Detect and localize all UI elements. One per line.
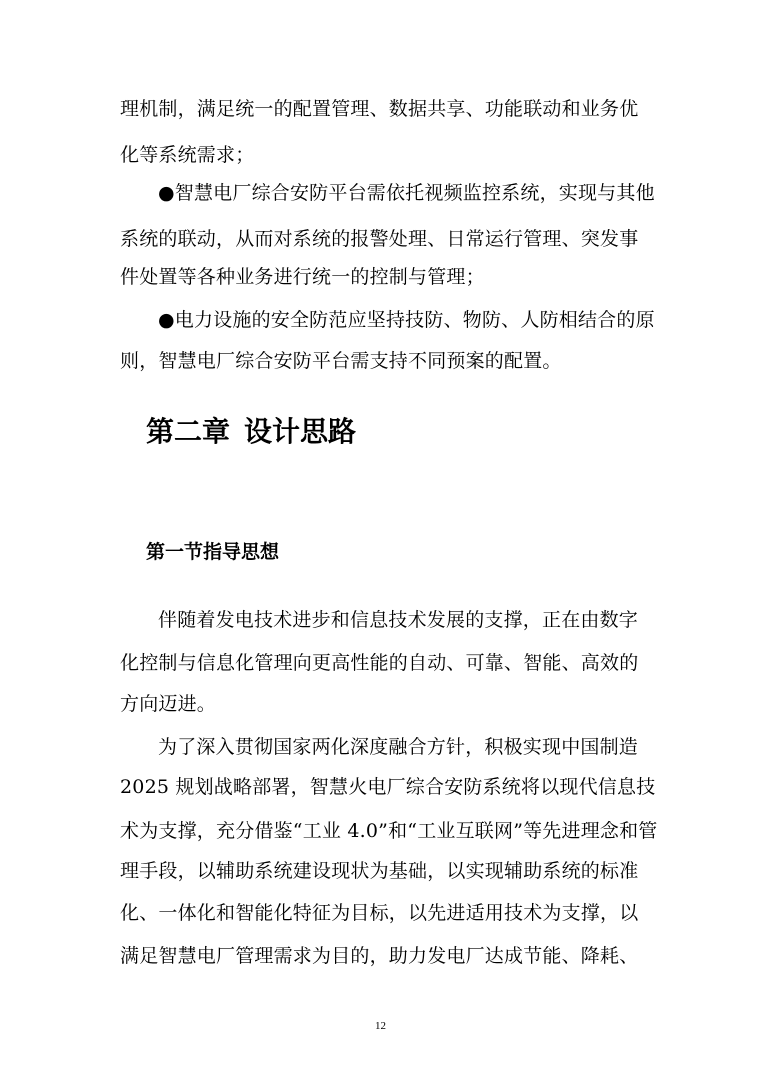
- paragraph-line: 化控制与信息化管理向更高性能的自动、可靠、智能、高效的: [120, 652, 639, 674]
- paragraph-line: 件处置等各种业务进行统一的控制与管理；: [120, 266, 485, 288]
- bullet-line: ●电力设施的安全防范应坚持技防、物防、人防相结合的原: [158, 309, 655, 331]
- paragraph-line: 2025 规划战略部署，智慧火电厂综合安防系统将以现代信息技: [120, 776, 656, 798]
- chapter-heading: [146, 414, 356, 450]
- paragraph-line: 理手段，以辅助系统建设现状为基础，以实现辅助系统的标准: [120, 860, 639, 882]
- paragraph-line: 为了深入贯彻国家两化深度融合方针，积极实现中国制造: [158, 736, 639, 758]
- paragraph-line: 化等系统需求；: [120, 144, 255, 166]
- paragraph-line: 术为支撑，充分借鉴“工业 4.0”和“工业互联网”等先进理念和管: [120, 820, 658, 842]
- paragraph-line: 则，智慧电厂综合安防平台需支持不同预案的配置。: [120, 350, 562, 372]
- chapter-number: 第二章: [146, 415, 231, 448]
- chapter-title: 设计思路: [244, 415, 357, 448]
- paragraph-line: 方向迈进。: [120, 693, 217, 715]
- paragraph-line: 化、一体化和智能化特征为目标，以先进适用技术为支撑，以: [120, 902, 639, 924]
- paragraph-line: 系统的联动，从而对系统的报警处理、日常运行管理、突发事: [120, 228, 639, 250]
- paragraph-line: 满足智慧电厂管理需求为目的，助力发电厂达成节能、降耗、: [120, 945, 639, 967]
- section-heading: 第一节指导思想: [146, 541, 280, 563]
- paragraph-line: 理机制，满足统一的配置管理、数据共享、功能联动和业务优: [120, 98, 639, 120]
- bullet-line: ●智慧电厂综合安防平台需依托视频监控系统，实现与其他: [158, 182, 655, 204]
- paragraph-line: 伴随着发电技术进步和信息技术发展的支撑，正在由数字: [158, 609, 639, 631]
- page-number: 12: [375, 1020, 386, 1032]
